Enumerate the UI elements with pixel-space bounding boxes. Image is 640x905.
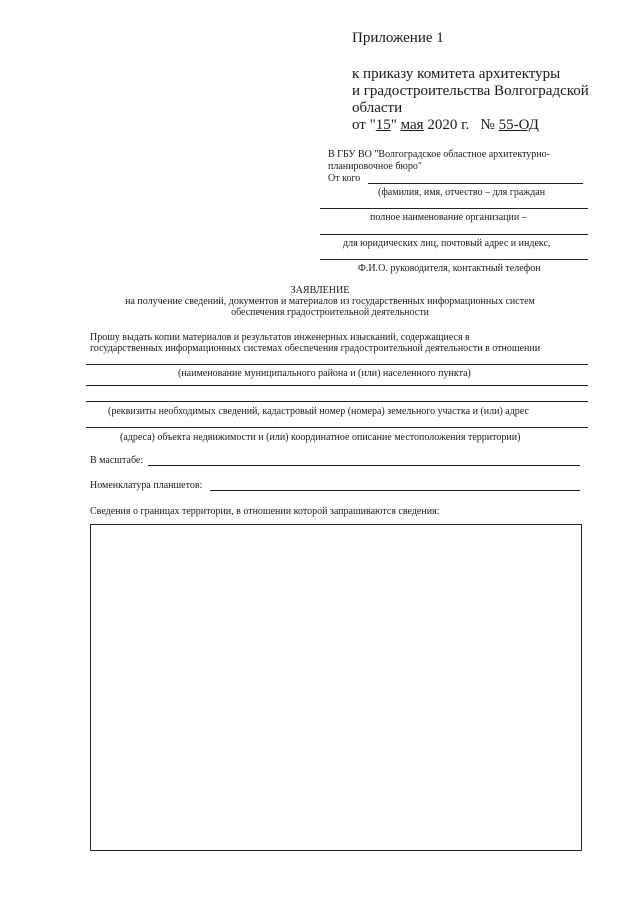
order-line-3: области xyxy=(352,100,403,116)
statement-heading: ЗАЯВЛЕНИЕ xyxy=(290,285,350,296)
order-number: 55-ОД xyxy=(498,117,539,133)
sheets-field[interactable] xyxy=(210,490,580,491)
from-fill-line[interactable] xyxy=(368,183,583,184)
hint-head: Ф.И.О. руководителя, контактный телефон xyxy=(358,263,541,274)
hint-municipal: (наименование муниципального района и (или) населенного пункта) xyxy=(178,368,471,379)
legal-fill-line[interactable] xyxy=(320,234,588,235)
order-line-2: и градостроительства Волгоградской xyxy=(352,83,589,99)
scale-label: В масштабе: xyxy=(90,455,144,466)
date-quote: " xyxy=(390,117,397,133)
date-prefix: от " xyxy=(352,117,376,133)
hint-requisites: (реквизиты необходимых сведений, кадастровый номер (номера) земельного участка и (или) адрес xyxy=(108,406,529,417)
addressee-line-2: планировочное бюро" xyxy=(328,161,422,172)
boundaries-label: Сведения о границах территории, в отношении которой запрашиваются сведения: xyxy=(90,506,440,517)
date-month: мая xyxy=(400,117,424,133)
from-label: От кого xyxy=(328,173,361,184)
addressee-line-1: В ГБУ ВО "Волгоградское областное архитектурно- xyxy=(328,149,550,160)
appendix-title: Приложение 1 xyxy=(352,30,444,46)
address-fill-line[interactable] xyxy=(86,427,588,428)
sheets-label: Номенклатура планшетов: xyxy=(90,480,203,491)
head-fill-line[interactable] xyxy=(320,259,588,260)
municipal-fill-line[interactable] xyxy=(86,364,588,365)
blank-line-1[interactable] xyxy=(86,385,588,386)
statement-subtitle-1: на получение сведений, документов и материалов из государственных информационных систем xyxy=(125,296,535,307)
hint-legal: для юридических лиц, почтовый адрес и индекс, xyxy=(343,238,551,249)
date-year: 2020 г. xyxy=(427,117,470,133)
requisites-fill-line[interactable] xyxy=(86,401,588,402)
request-line-2: государственных информационных системах обеспечения градостроительной деятельности в отношении xyxy=(90,343,541,354)
boundaries-box[interactable] xyxy=(90,524,582,851)
hint-address: (адреса) объекта недвижимости и (или) координатное описание местоположения территории) xyxy=(120,432,521,443)
org-fill-line[interactable] xyxy=(320,208,588,209)
scale-field[interactable] xyxy=(148,465,580,466)
number-prefix: № xyxy=(480,117,495,133)
hint-fio: (фамилия, имя, отчество – для граждан xyxy=(378,187,546,198)
request-line-1: Прошу выдать копии материалов и результатов инженерных изысканий, содержащиеся в xyxy=(90,332,470,343)
hint-org: полное наименование организации – xyxy=(370,212,527,223)
order-line-1: к приказу комитета архитектуры xyxy=(352,66,561,82)
date-day: 15 xyxy=(375,117,391,133)
order-date-line xyxy=(352,117,539,134)
statement-subtitle-2: обеспечения градостроительной деятельности xyxy=(231,307,429,318)
